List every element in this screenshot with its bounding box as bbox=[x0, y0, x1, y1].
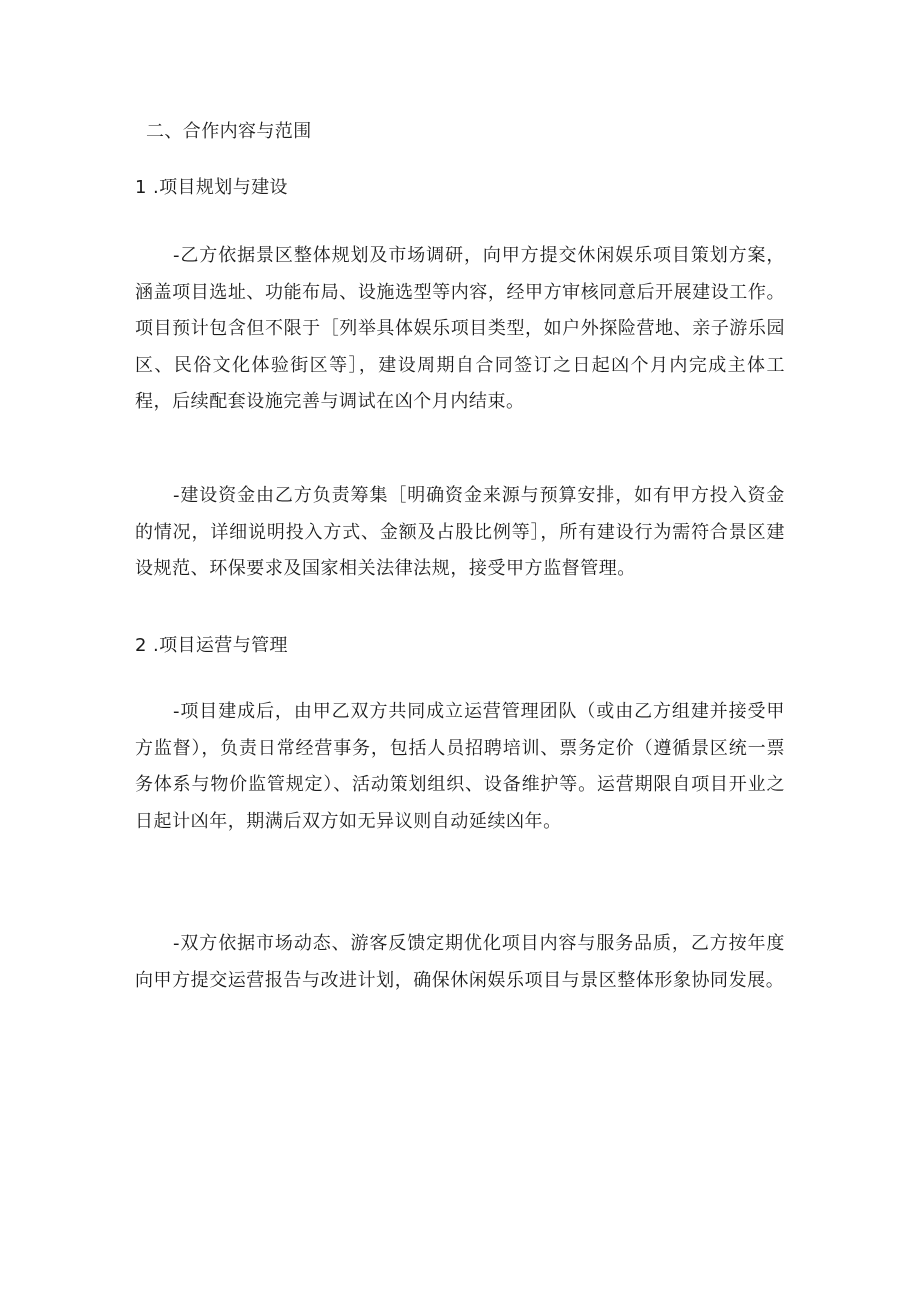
paragraph-optimization: -双方依据市场动态、游客反馈定期优化项目内容与服务品质，乙方按年度向甲方提交运营报告与改进计划，确保休闲娱乐项目与景区整体形象协同发展。 bbox=[135, 933, 785, 991]
paragraph-construction-funding: -建设资金由乙方负责筹集［明确资金来源与预算安排，如有甲方投入资金的情况，详细说明投入方式、金额及占股比例等］，所有建设行为需符合景区建设规范、环保要求及国家相关法律法规，接受甲方监督管理。 bbox=[135, 485, 785, 579]
paragraph-planning-scope: -乙方依据景区整体规划及市场调研，向甲方提交休闲娱乐项目策划方案，涵盖项目选址、功能布局、设施选型等内容，经甲方审核同意后开展建设工作。项目预计包含但不限于［列举具体娱乐项目类型，如户外探险营地、亲子游乐园区、民俗文化体验街区等］，建设周期自合同签订之日起凶个月内完成主体工程，后续配套设施完善与调试在凶个月内结束。 bbox=[135, 245, 785, 412]
paragraph-operations-team: -项目建成后，由甲乙双方共同成立运营管理团队（或由乙方组建并接受甲方监督），负责日常经营事务，包括人员招聘培训、票务定价（遵循景区统一票务体系与物价监管规定）、活动策划组织、设备维护等。运营期限自项目开业之日起计凶年，期满后双方如无异议则自动延续凶年。 bbox=[135, 701, 785, 832]
subsection-heading-planning: 1 .项目规划与建设 bbox=[135, 177, 288, 198]
section-title: 二、合作内容与范围 bbox=[146, 121, 312, 142]
subsection-heading-operations: 2 .项目运营与管理 bbox=[135, 635, 288, 656]
